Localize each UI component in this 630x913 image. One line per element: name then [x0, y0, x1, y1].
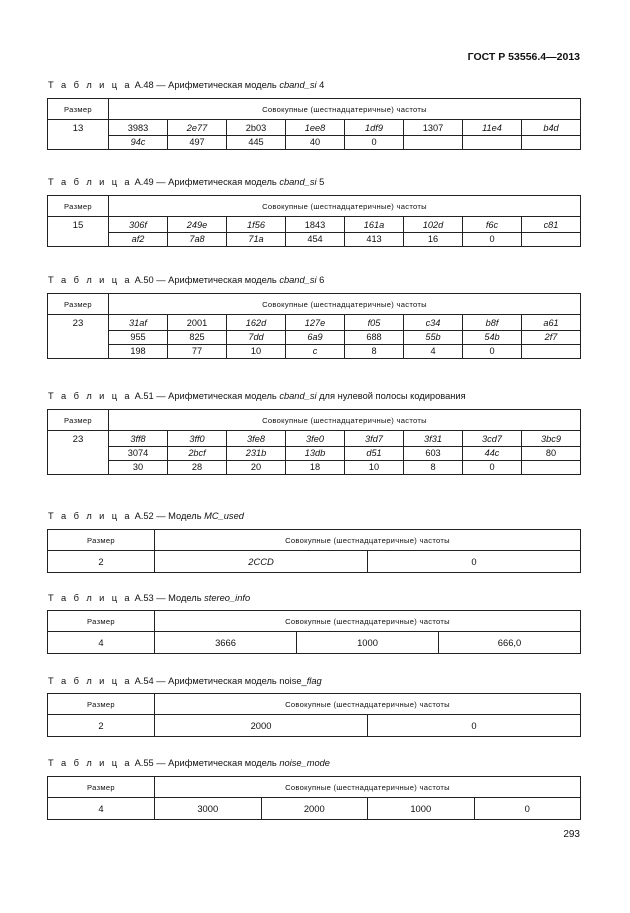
- table-caption-a52: [48, 511, 244, 521]
- freq-cell: 666,0: [439, 632, 581, 654]
- size-value: 13: [48, 120, 109, 150]
- freq-cell: [522, 136, 581, 150]
- table-caption-a54: [48, 676, 322, 686]
- size-value: 23: [48, 431, 109, 475]
- freq-cell: 0: [368, 551, 581, 573]
- caption-label: Т а б л и ц а: [48, 177, 132, 187]
- caption-model: cband_si: [279, 275, 317, 285]
- freq-cell: 2bcf: [168, 447, 227, 461]
- caption-label: Т а б л и ц а: [48, 593, 132, 603]
- freq-cell: 8: [345, 345, 404, 359]
- caption-text: А.51 — Арифметическая модель: [132, 391, 280, 401]
- table-caption-a55: [48, 758, 330, 768]
- freq-cell: 306f: [109, 217, 168, 233]
- freq-cell: 161a: [345, 217, 404, 233]
- freq-cell: 198: [109, 345, 168, 359]
- freq-cell: [522, 345, 581, 359]
- freq-cell: [522, 461, 581, 475]
- table-row: [48, 233, 581, 247]
- freq-cell: 249e: [168, 217, 227, 233]
- freq-cell: 3ff8: [109, 431, 168, 447]
- freq-cell: 825: [168, 331, 227, 345]
- freq-cell: 7dd: [227, 331, 286, 345]
- size-value: 2: [48, 715, 155, 737]
- freq-cell: 0: [345, 136, 404, 150]
- freq-cell: 2b03: [227, 120, 286, 136]
- freq-cell: 40: [286, 136, 345, 150]
- caption-label: Т а б л и ц а: [48, 676, 132, 686]
- caption-text: А.55 — Арифметическая модель: [132, 758, 280, 768]
- freq-cell: af2: [109, 233, 168, 247]
- size-header: Размер: [48, 611, 155, 632]
- freq-cell: 1307: [404, 120, 463, 136]
- table-a55: [47, 776, 581, 820]
- freq-cell: 102d: [404, 217, 463, 233]
- freq-cell: 2CCD: [155, 551, 368, 573]
- table-row: [48, 431, 581, 447]
- freq-cell: 77: [168, 345, 227, 359]
- table-a51: [47, 409, 581, 475]
- table-row: [48, 461, 581, 475]
- table-a49: [47, 195, 581, 247]
- size-value: 15: [48, 217, 109, 247]
- freq-cell: 3bc9: [522, 431, 581, 447]
- table-a52: [47, 529, 581, 573]
- caption-text: А.52 — Модель: [132, 511, 205, 521]
- freq-cell: 54b: [463, 331, 522, 345]
- freq-cell: 8: [404, 461, 463, 475]
- freq-cell: 162d: [227, 315, 286, 331]
- freq-cell: 2f7: [522, 331, 581, 345]
- freq-cell: f6c: [463, 217, 522, 233]
- freq-cell: 6a9: [286, 331, 345, 345]
- freq-header: Совокупные (шестнадцатеричные) частоты: [109, 99, 581, 120]
- table-row: [48, 798, 581, 820]
- freq-cell: 2000: [261, 798, 368, 820]
- freq-cell: 3ff0: [168, 431, 227, 447]
- freq-cell: 3fe8: [227, 431, 286, 447]
- freq-cell: c: [286, 345, 345, 359]
- caption-suffix: 5: [316, 177, 325, 187]
- freq-cell: a61: [522, 315, 581, 331]
- freq-cell: 28: [168, 461, 227, 475]
- freq-cell: 1000: [297, 632, 439, 654]
- size-header: Размер: [48, 410, 109, 431]
- freq-cell: 0: [368, 715, 581, 737]
- freq-cell: 3983: [109, 120, 168, 136]
- table-row: [48, 217, 581, 233]
- freq-cell: [404, 136, 463, 150]
- freq-cell: 10: [227, 345, 286, 359]
- table-a50: [47, 293, 581, 359]
- caption-text: А.48 — Арифметическая модель: [132, 80, 280, 90]
- freq-header: Совокупные (шестнадцатеричные) частоты: [155, 777, 581, 798]
- caption-text: А.50 — Арифметическая модель: [132, 275, 280, 285]
- table-caption-a49: [48, 177, 324, 187]
- freq-cell: 3fd7: [345, 431, 404, 447]
- freq-cell: 0: [463, 233, 522, 247]
- freq-cell: 231b: [227, 447, 286, 461]
- freq-cell: c34: [404, 315, 463, 331]
- freq-cell: 55b: [404, 331, 463, 345]
- caption-model: cband_si: [279, 80, 317, 90]
- size-header: Размер: [48, 777, 155, 798]
- freq-cell: 3cd7: [463, 431, 522, 447]
- table-row: [48, 136, 581, 150]
- size-header: Размер: [48, 196, 109, 217]
- table-row: [48, 345, 581, 359]
- freq-cell: 2000: [155, 715, 368, 737]
- freq-header: Совокупные (шестнадцатеричные) частоты: [109, 196, 581, 217]
- caption-model: MC_used: [204, 511, 244, 521]
- freq-cell: 3f31: [404, 431, 463, 447]
- freq-cell: 3074: [109, 447, 168, 461]
- size-value: 23: [48, 315, 109, 359]
- freq-cell: 31af: [109, 315, 168, 331]
- freq-cell: 1000: [368, 798, 475, 820]
- freq-cell: 1f56: [227, 217, 286, 233]
- caption-model: cband_si: [279, 391, 317, 401]
- caption-label: Т а б л и ц а: [48, 391, 132, 401]
- table-caption-a51: [48, 391, 466, 401]
- caption-label: Т а б л и ц а: [48, 758, 132, 768]
- freq-cell: b8f: [463, 315, 522, 331]
- caption-suffix: для нулевой полосы кодирования: [316, 391, 466, 401]
- caption-text: А.53 — Модель: [132, 593, 205, 603]
- freq-cell: 18: [286, 461, 345, 475]
- freq-cell: f05: [345, 315, 404, 331]
- freq-cell: 955: [109, 331, 168, 345]
- freq-cell: d51: [345, 447, 404, 461]
- caption-label: Т а б л и ц а: [48, 80, 132, 90]
- freq-cell: 1df9: [345, 120, 404, 136]
- table-row: [48, 331, 581, 345]
- freq-cell: 603: [404, 447, 463, 461]
- table-a53: [47, 610, 581, 654]
- freq-cell: 688: [345, 331, 404, 345]
- size-value: 4: [48, 632, 155, 654]
- table-caption-a48: [48, 80, 324, 90]
- freq-cell: 30: [109, 461, 168, 475]
- freq-cell: [463, 136, 522, 150]
- freq-cell: 20: [227, 461, 286, 475]
- size-header: Размер: [48, 694, 155, 715]
- caption-label: Т а б л и ц а: [48, 275, 132, 285]
- table-caption-a50: [48, 275, 324, 285]
- table-a48: [47, 98, 581, 150]
- freq-cell: 0: [474, 798, 581, 820]
- freq-header: Совокупные (шестнадцатеричные) частоты: [109, 294, 581, 315]
- freq-cell: 2001: [168, 315, 227, 331]
- freq-header: Совокупные (шестнадцатеричные) частоты: [155, 611, 581, 632]
- freq-cell: 1ee8: [286, 120, 345, 136]
- freq-cell: 127e: [286, 315, 345, 331]
- freq-cell: 7a8: [168, 233, 227, 247]
- freq-cell: 80: [522, 447, 581, 461]
- freq-cell: 94c: [109, 136, 168, 150]
- size-header: Размер: [48, 294, 109, 315]
- freq-cell: 2e77: [168, 120, 227, 136]
- caption-text: А.54 — Арифметическая модель noise_: [132, 676, 307, 686]
- caption-suffix: 6: [316, 275, 325, 285]
- caption-model: noise_mode: [279, 758, 330, 768]
- caption-model: cband_si: [279, 177, 317, 187]
- freq-cell: 16: [404, 233, 463, 247]
- freq-cell: 4: [404, 345, 463, 359]
- caption-label: Т а б л и ц а: [48, 511, 132, 521]
- table-a54: [47, 693, 581, 737]
- freq-cell: [522, 233, 581, 247]
- size-value: 4: [48, 798, 155, 820]
- freq-cell: b4d: [522, 120, 581, 136]
- freq-cell: 454: [286, 233, 345, 247]
- table-row: [48, 551, 581, 573]
- caption-model: flag: [306, 676, 322, 686]
- table-row: [48, 315, 581, 331]
- freq-header: Совокупные (шестнадцатеричные) частоты: [155, 694, 581, 715]
- freq-cell: 13db: [286, 447, 345, 461]
- table-row: [48, 632, 581, 654]
- document-header: ГОСТ Р 53556.4—2013: [467, 51, 580, 63]
- table-row: [48, 120, 581, 136]
- freq-cell: 3fe0: [286, 431, 345, 447]
- caption-suffix: 4: [316, 80, 325, 90]
- table-row: [48, 715, 581, 737]
- freq-cell: 44c: [463, 447, 522, 461]
- freq-cell: 71a: [227, 233, 286, 247]
- freq-cell: 10: [345, 461, 404, 475]
- caption-text: А.49 — Арифметическая модель: [132, 177, 280, 187]
- caption-model: stereo_info: [204, 593, 251, 603]
- table-caption-a53: [48, 593, 250, 603]
- size-header: Размер: [48, 530, 155, 551]
- freq-cell: c81: [522, 217, 581, 233]
- freq-cell: 497: [168, 136, 227, 150]
- freq-cell: 3666: [155, 632, 297, 654]
- page-number: 293: [563, 829, 580, 840]
- table-row: [48, 447, 581, 461]
- freq-cell: 0: [463, 461, 522, 475]
- freq-cell: 11e4: [463, 120, 522, 136]
- size-value: 2: [48, 551, 155, 573]
- freq-cell: 3000: [155, 798, 262, 820]
- freq-header: Совокупные (шестнадцатеричные) частоты: [109, 410, 581, 431]
- size-header: Размер: [48, 99, 109, 120]
- freq-header: Совокупные (шестнадцатеричные) частоты: [155, 530, 581, 551]
- freq-cell: 1843: [286, 217, 345, 233]
- freq-cell: 413: [345, 233, 404, 247]
- freq-cell: 0: [463, 345, 522, 359]
- freq-cell: 445: [227, 136, 286, 150]
